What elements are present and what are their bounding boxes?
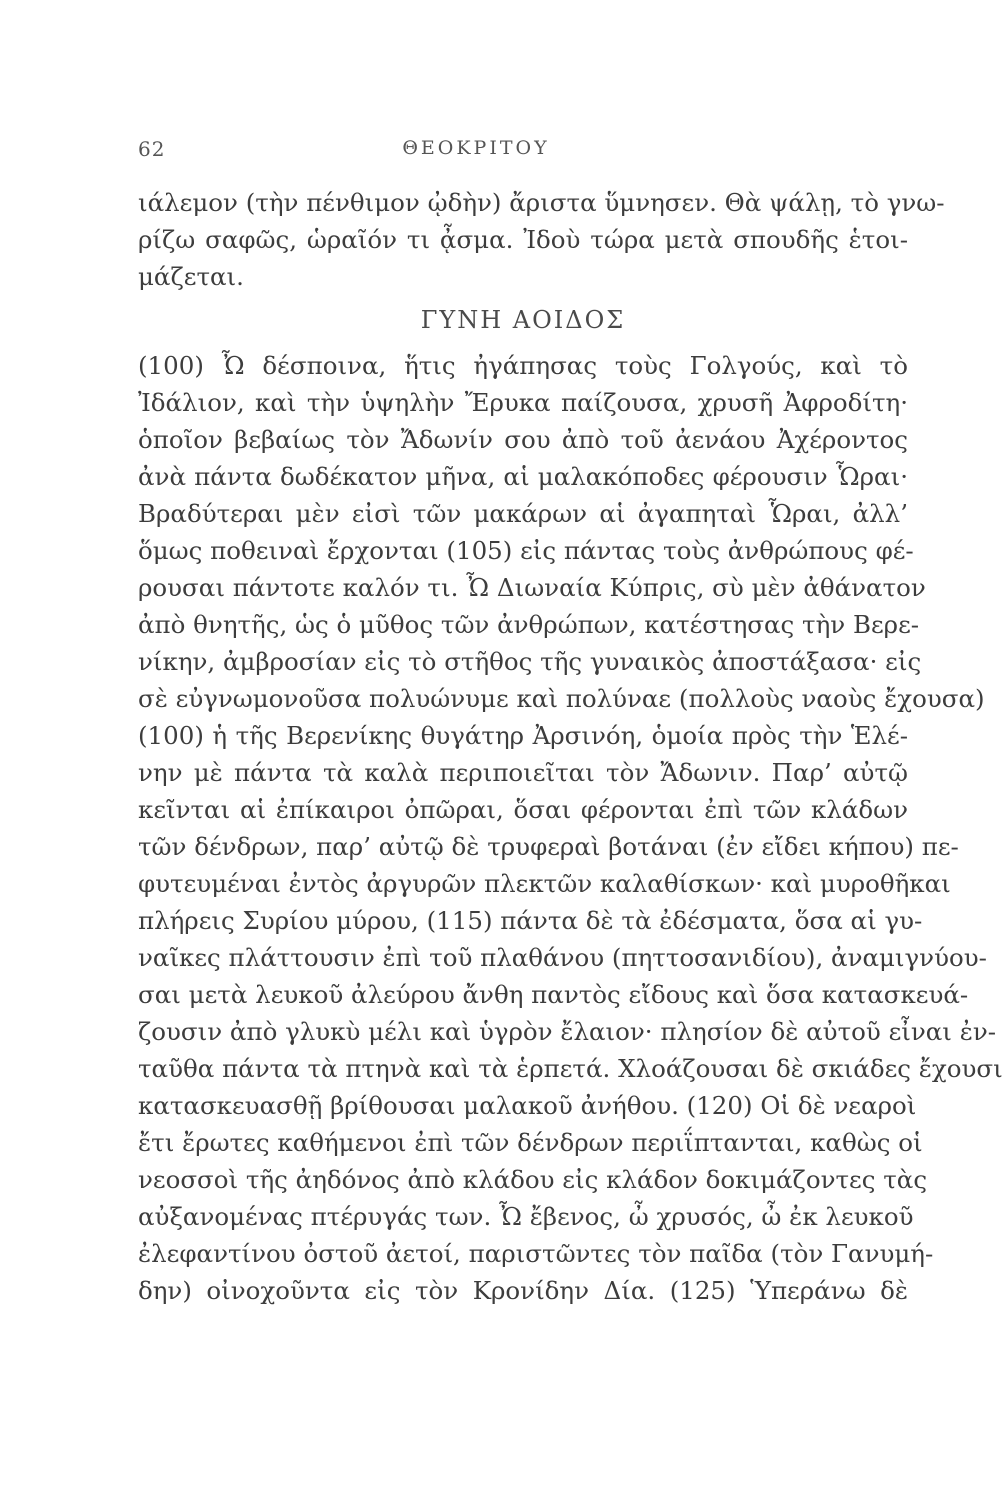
text-line: ναῖκες πλάττουσιν ἐπὶ τοῦ πλαθάνου (πηττοσανιδίου), ἀναμιγνύου-: [138, 943, 987, 972]
text-line: ὁποῖον βεβαίως τὸν Ἄδωνίν σου ἀπὸ τοῦ ἀενάου Ἀχέροντος: [138, 425, 908, 454]
text-line: ρίζω σαφῶς, ὡραῖόν τι ᾆσμα. Ἰδοὺ τώρα μετὰ σπουδῆς ἑτοι-: [138, 225, 908, 254]
text-line: μάζεται.: [138, 262, 244, 291]
text-line: αὐξανομένας πτέρυγάς των. Ὦ ἔβενος, ὦ χρυσός, ὦ ἐκ λευκοῦ: [138, 1202, 914, 1231]
text-line: Βραδύτεραι μὲν εἰσὶ τῶν μακάρων αἱ ἀγαπηταὶ Ὧραι, ἀλλ’: [138, 499, 908, 528]
text-line: ἔτι ἔρωτες καθήμενοι ἐπὶ τῶν δένδρων περιΐπτανται, καθὼς οἱ: [138, 1128, 923, 1157]
text-line: ταῦθα πάντα τὰ πτηνὰ καὶ τὰ ἑρπετά. Χλοάζουσαι δὲ σκιάδες ἔχουσι: [138, 1054, 1003, 1083]
text-line: ρουσαι πάντοτε καλόν τι. Ὦ Διωναία Κύπρις, σὺ μὲν ἀθάνατον: [138, 573, 926, 602]
text-line: ἀνὰ πάντα δωδέκατον μῆνα, αἱ μαλακόποδες φέρουσιν Ὧραι·: [138, 462, 908, 491]
text-line: τῶν δένδρων, παρ’ αὐτῷ δὲ τρυφεραὶ βοτάναι (ἐν εἴδει κήπου) πε-: [138, 832, 959, 861]
text-line: κεῖνται αἱ ἐπίκαιροι ὀπῶραι, ὅσαι φέρονται ἐπὶ τῶν κλάδων: [138, 795, 908, 824]
section-heading: ΓΥΝΗ ΑΟΙΔΟΣ: [420, 306, 626, 334]
text-line: κατασκευασθῇ βρίθουσαι μαλακοῦ ἀνήθου. (120) Οἱ δὲ νεαροὶ: [138, 1091, 917, 1120]
text-line: σαι μετὰ λευκοῦ ἀλεύρου ἄνθη παντὸς εἴδους καὶ ὅσα κατασκευά-: [138, 980, 969, 1009]
running-title: ΘΕΟΚΡΙΤΟΥ: [402, 137, 550, 159]
text-line: πλήρεις Συρίου μύρου, (115) πάντα δὲ τὰ ἐδέσματα, ὅσα αἱ γυ-: [138, 906, 923, 935]
text-line: νίκην, ἀμβροσίαν εἰς τὸ στῆθος τῆς γυναικὸς ἀποστάξασα· εἰς: [138, 647, 922, 676]
text-line: Ἰδάλιον, καὶ τὴν ὑψηλὴν Ἔρυκα παίζουσα, χρυσῆ Ἀφροδίτη·: [138, 388, 908, 417]
text-line: ζουσιν ἀπὸ γλυκὺ μέλι καὶ ὑγρὸν ἔλαιον· πλησίον δὲ αὐτοῦ εἶναι ἐν-: [138, 1017, 997, 1046]
page-number: 62: [138, 137, 166, 161]
text-line: (100) ἡ τῆς Βερενίκης θυγάτηρ Ἀρσινόη, ὁμοία πρὸς τὴν Ἑλέ-: [138, 721, 908, 750]
text-line: (100) Ὦ δέσποινα, ἥτις ἠγάπησας τοὺς Γολγούς, καὶ τὸ: [138, 351, 908, 380]
text-line: ἀπὸ θνητῆς, ὡς ὁ μῦθος τῶν ἀνθρώπων, κατέστησας τὴν Βερε-: [138, 610, 920, 639]
body-text: [138, 184, 1003, 1309]
text-line: νεοσσοὶ τῆς ἀηδόνος ἀπὸ κλάδου εἰς κλάδον δοκιμάζοντες τὰς: [138, 1165, 928, 1194]
text-line: νην μὲ πάντα τὰ καλὰ περιποιεῖται τὸν Ἄδωνιν. Παρ’ αὐτῷ: [138, 758, 908, 787]
text-line: ὅμως ποθειναὶ ἔρχονται (105) εἰς πάντας τοὺς ἀνθρώπους φέ-: [138, 536, 914, 565]
text-line: δην) οἰνοχοῦντα εἰς τὸν Κρονίδην Δία. (125) Ὑπεράνω δὲ: [138, 1276, 908, 1305]
text-line: σὲ εὐγνωμονοῦσα πολυώνυμε καὶ πολύναε (πολλοὺς ναοὺς ἔχουσα): [138, 684, 985, 713]
text-line: φυτευμέναι ἐντὸς ἀργυρῶν πλεκτῶν καλαθίσκων· καὶ μυροθῆκαι: [138, 869, 951, 898]
text-line: ιάλεμον (τὴν πένθιμον ᾠδὴν) ἄριστα ὕμνησεν. Θὰ ψάλῃ, τὸ γνω-: [138, 188, 945, 217]
text-line: ἐλεφαντίνου ὀστοῦ ἀετοί, παριστῶντες τὸν παῖδα (τὸν Γανυμή-: [138, 1239, 934, 1268]
